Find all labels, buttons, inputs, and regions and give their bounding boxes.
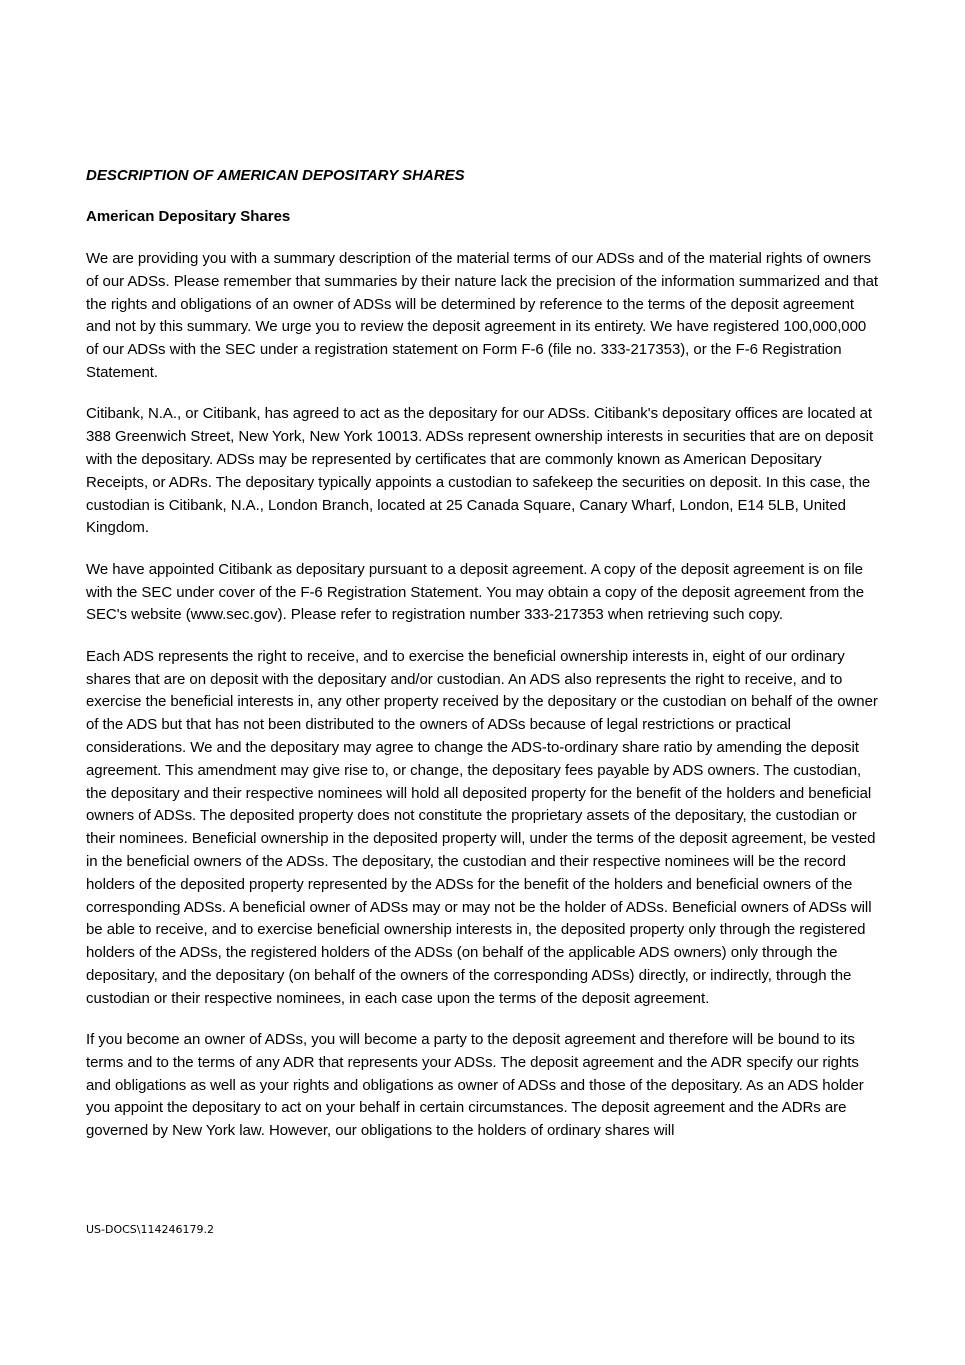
section-heading: American Depositary Shares: [86, 208, 291, 225]
paragraph-depositary: Citibank, N.A., or Citibank, has agreed to act as the depositary for our ADSs. Citibank's depositary offices are located at 388 Greenwich Street, New York, New York 10013. ADSs represent ownership interests in securities that are on deposit with the depositary. ADSs may be represented by certificates that are commonly known as American Depositary Receipts, or ADRs. The depositary typically appoints a custodian to safekeep the securities on deposit. In this case, the custodian is Citibank, N.A., London Branch, located at 25 Canada Square, Canary Wharf, London, E14 5LB, United Kingdom.: [86, 405, 874, 537]
paragraph-ads-owner: If you become an owner of ADSs, you will become a party to the deposit agreement and therefore will be bound to its terms and to the terms of any ADR that represents your ADSs. The deposit agreement and the ADR specify our rights and obligations as well as your rights and obligations as owner of ADSs and those of the depositary. As an ADS holder you appoint the depositary to act on your behalf in certain circumstances. The deposit agreement and the ADRs are governed by New York law. However, our obligations to the holders of ordinary shares will: [86, 1031, 864, 1140]
document-title: DESCRIPTION OF AMERICAN DEPOSITARY SHARES: [86, 167, 465, 184]
paragraph-ads-rights: Each ADS represents the right to receive, and to exercise the beneficial ownership interests in, eight of our ordinary shares that are on deposit with the depositary and/or custodian. An ADS also represents the right to receive, and to exercise the beneficial interests in, any other property received by the depositary or the custodian on behalf of the owner of the ADS but that has not been distributed to the owners of ADSs because of legal restrictions or practical considerations. We and the depositary may agree to change the ADS-to-ordinary share ratio by amending the deposit agreement. This amendment may give rise to, or change, the depositary fees payable by ADS owners. The custodian, the depositary and their respective nominees will hold all deposited property for the benefit of the holders and beneficial owners of ADSs. The deposited property does not constitute the proprietary assets of the depositary, the custodian or their nominees. Beneficial ownership in the deposited property will, under the terms of the deposit agreement, be vested in the beneficial owners of the ADSs. The depositary, the custodian and their respective nominees will be the record holders of the deposited property represented by the ADSs for the benefit of the holders and beneficial owners of the corresponding ADSs. A beneficial owner of ADSs may or may not be the holder of ADSs. Beneficial owners of ADSs will be able to receive, and to exercise beneficial ownership interests in, the deposited property only through the registered holders of the ADSs, the registered holders of the ADSs (on behalf of the applicable ADS owners) only through the depositary, and the depositary (on behalf of the owners of the corresponding ADSs) directly, or indirectly, through the custodian or their respective nominees, in each case upon the terms of the deposit agreement.: [86, 647, 878, 1007]
document-page: [86, 166, 881, 1162]
document-footer-id: US-DOCS\114246179.2: [86, 1223, 214, 1236]
paragraph-summary: We are providing you with a summary description of the material terms of our ADSs and of the material rights of owners of our ADSs. Please remember that summaries by their nature lack the precision of the information summarized and that the rights and obligations of an owner of ADSs will be determined by reference to the terms of the deposit agreement and not by this summary. We urge you to review the deposit agreement in its entirety. We have registered 100,000,000 of our ADSs with the SEC under a registration statement on Form F-6 (file no. 333-217353), or the F-6 Registration Statement.: [86, 250, 879, 381]
paragraph-deposit-agreement: We have appointed Citibank as depositary pursuant to a deposit agreement. A copy of the deposit agreement is on file with the SEC under cover of the F-6 Registration Statement. You may obtain a copy of the deposit agreement from the SEC's website (www.sec.gov). Please refer to registration number 333-217353 when retrieving such copy.: [86, 560, 865, 624]
